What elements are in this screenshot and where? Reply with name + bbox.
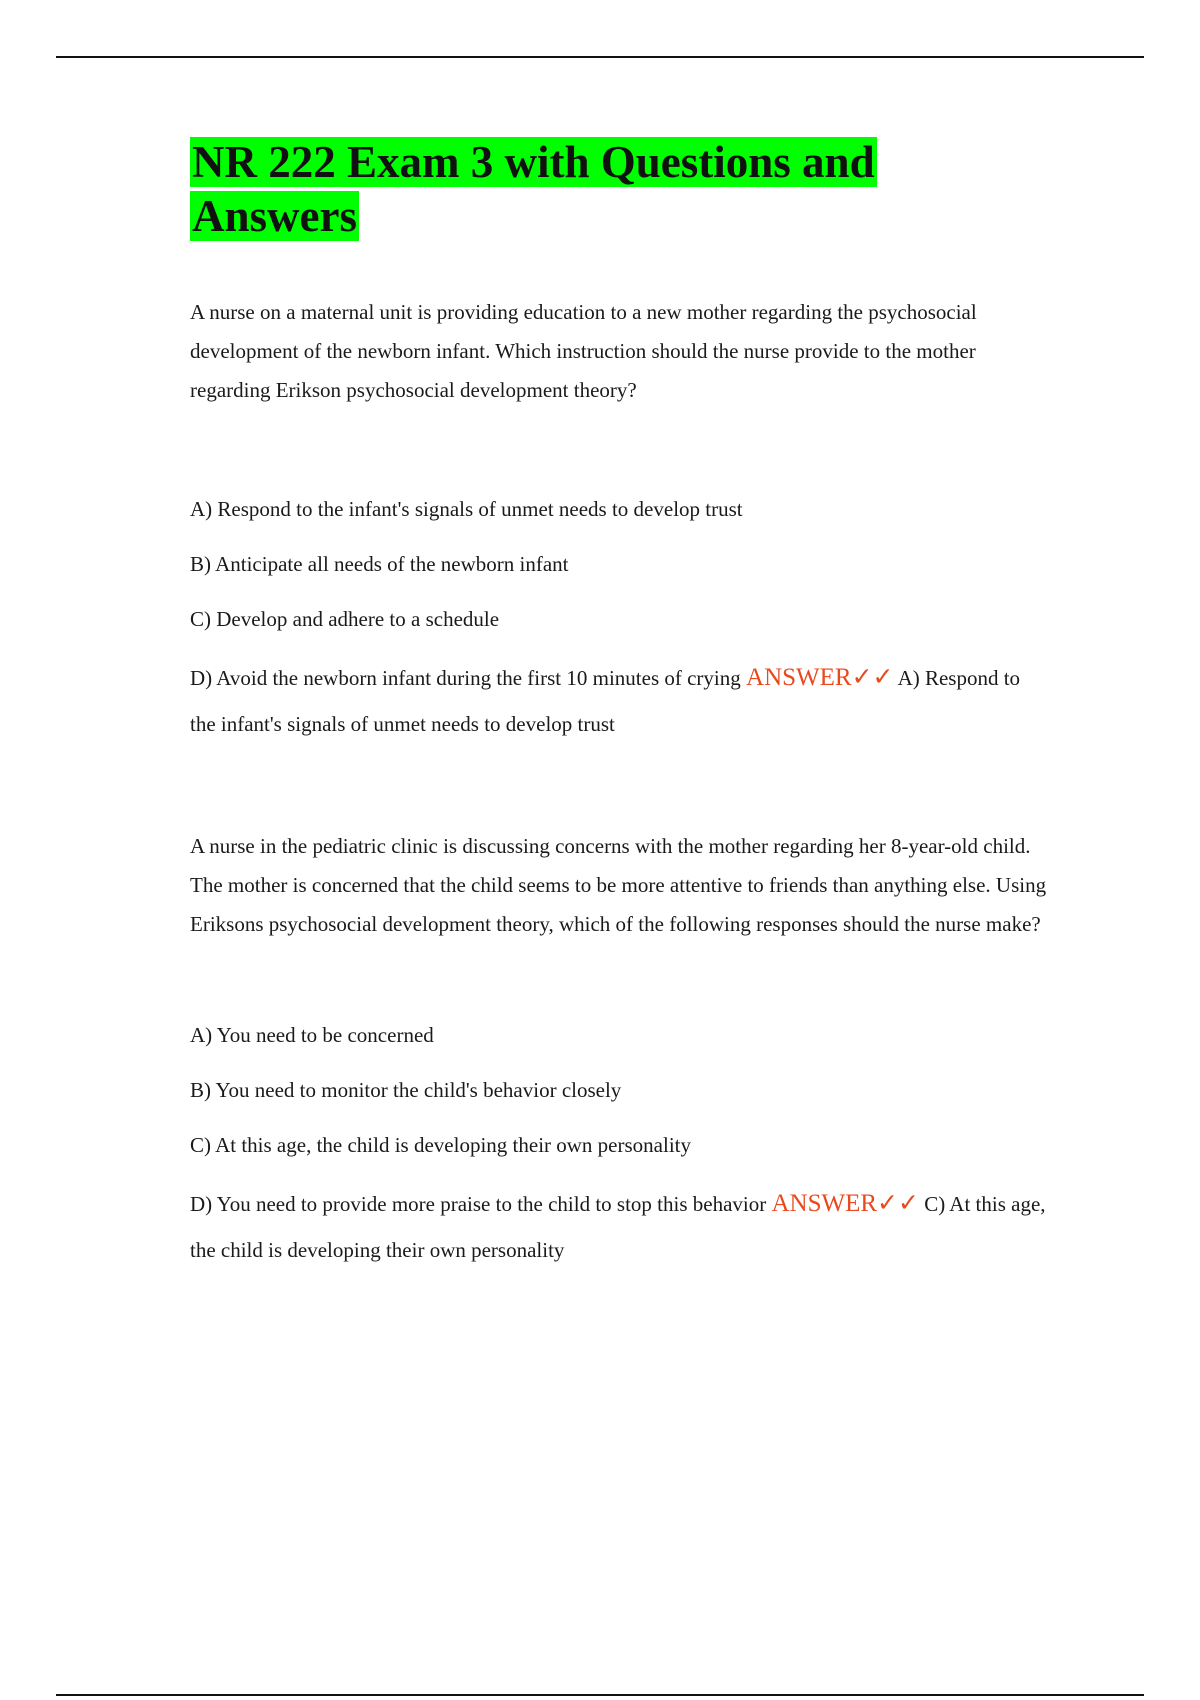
top-rule <box>56 56 1144 58</box>
answer-options <box>190 1016 1050 1273</box>
option-d-with-answer <box>190 655 1050 747</box>
answer-text: A) Respond to the infant's signals of unmet needs to develop trust <box>190 666 1021 736</box>
question-block <box>190 293 1050 747</box>
answer-label: ANSWER✓✓ <box>746 664 894 691</box>
option-c: C) Develop and adhere to a schedule <box>190 607 500 631</box>
option-d: D) Avoid the newborn infant during the first 10 minutes of crying <box>190 666 741 690</box>
document-page <box>190 135 1050 1273</box>
document-title <box>190 135 1050 243</box>
option-c: C) At this age, the child is developing their own personality <box>190 1133 691 1157</box>
question-block <box>190 827 1050 1273</box>
answer-label: ANSWER✓✓ <box>771 1190 919 1217</box>
option-a: A) Respond to the infant's signals of unmet needs to develop trust <box>190 497 743 521</box>
option-b: B) Anticipate all needs of the newborn infant <box>190 552 569 576</box>
option-a: A) You need to be concerned <box>190 1023 434 1047</box>
option-b: B) You need to monitor the child's behavior closely <box>190 1078 622 1102</box>
question-prompt: A nurse on a maternal unit is providing education to a new mother regarding the psychosocial development of the newborn infant. Which instruction should the nurse provide to the mother regarding Erikson psychosocial development theory? <box>190 300 977 402</box>
answer-text: C) At this age, the child is developing their own personality <box>190 1192 1046 1262</box>
option-d: D) You need to provide more praise to the child to stop this behavior <box>190 1192 767 1216</box>
question-prompt: A nurse in the pediatric clinic is discussing concerns with the mother regarding her 8-year-old child. The mother is concerned that the child seems to be more attentive to friends than anything else. Using Eriksons psychosocial development theory, which of the following responses should the nurse make? <box>190 834 1047 936</box>
answer-options <box>190 490 1050 747</box>
title-highlight: NR 222 Exam 3 with Questions and Answers <box>192 137 875 241</box>
option-d-with-answer <box>190 1181 1050 1273</box>
bottom-rule <box>56 1694 1144 1696</box>
